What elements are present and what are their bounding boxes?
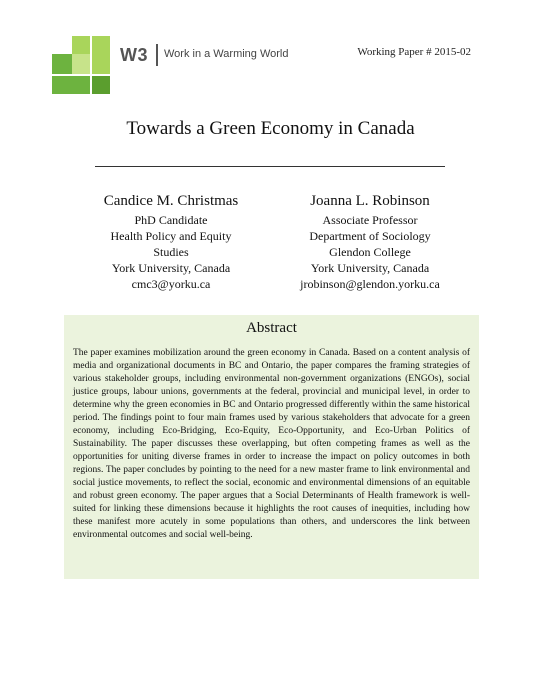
author-email: jrobinson@glendon.yorku.ca [300, 277, 440, 291]
paper-title: Towards a Green Economy in Canada [126, 118, 415, 139]
author-department: Health Policy and Equity [110, 229, 232, 243]
author-name: Joanna L. Robinson [310, 193, 430, 209]
author-email: cmc3@yorku.ca [131, 277, 211, 291]
logo-divider [52, 74, 110, 76]
brand-lockup [120, 44, 289, 66]
brand-tagline: Work in a Warming World [164, 48, 289, 60]
brand-name: W3 [120, 44, 148, 65]
abstract-text: The paper examines mobilization around the green economy in Canada. Based on a content analysis of media and organizational documents in BC and Ontario, the paper compares the framing strategies of various stakeholder groups, including environmental non-government organizations (ENGOs), social justice groups, labour unions, governments at the federal, provincial and municipal level, in order to determine why the green economies in BC and Ontario progressed differently within the same historical period. The findings point to four main frames used by various stakeholders that advocate for a green economy, including Eco-Bridging, Eco-Equity, Eco-Opportunity, and Eco-Urban Politics of Sustainability. The paper discusses these overlapping, but often competing frames as well as the opportunities for uniting diverse frames in order to increase the impact on policy outcomes in both regions. The paper concludes by pointing to the need for a new master frame to link environmental and social justice movements, to reflect the social, economic and environmental dimensions of an equitable and robust green economy. The paper argues that a Social Determinants of Health framework is well-suited for linking these dimensions because it highlights the root causes of inequities, including how these manifest more acutely in some populations than others, and underscores the link between environmental outcomes and social well-being. [73, 348, 470, 540]
author-institution: York University, Canada [111, 261, 231, 275]
author-position: Associate Professor [322, 213, 418, 227]
abstract-heading: Abstract [246, 320, 297, 336]
author-college: Glendon College [329, 245, 411, 259]
logo-divider [90, 36, 92, 94]
working-paper-number: Working Paper # 2015-02 [357, 46, 471, 58]
w3-logo-mark [52, 36, 110, 94]
author-block [96, 192, 246, 292]
logo-square [92, 76, 110, 94]
author-name: Candice M. Christmas [103, 193, 239, 209]
brand-separator [156, 44, 158, 66]
logo-square [72, 54, 90, 74]
author-block [285, 192, 455, 292]
abstract-section [64, 315, 479, 579]
author-department: Department of Sociology [309, 229, 431, 243]
author-position: PhD Candidate [134, 213, 208, 227]
author-department: Studies [153, 245, 189, 259]
title-divider [95, 166, 445, 167]
author-institution: York University, Canada [310, 261, 430, 275]
